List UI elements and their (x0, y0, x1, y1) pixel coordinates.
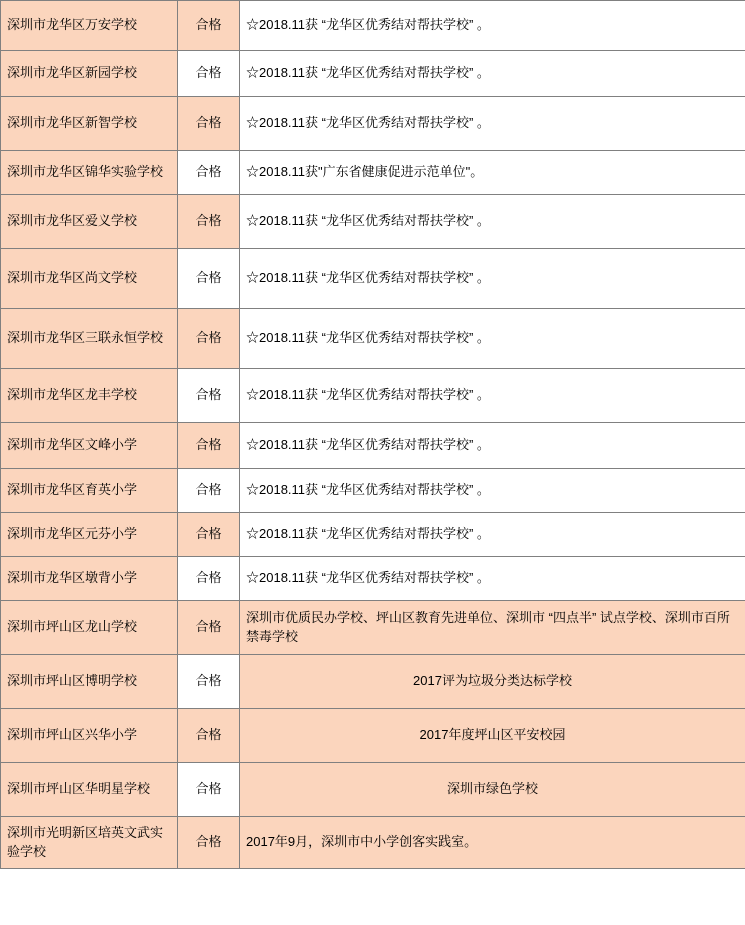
table-row (1, 469, 745, 513)
remark-cell: ☆2018.11获 “龙华区优秀结对帮扶学校” 。 (240, 1, 745, 51)
status-badge: 合格 (178, 151, 240, 195)
school-name-cell: 深圳市龙华区尚文学校 (1, 249, 178, 309)
status-badge: 合格 (178, 97, 240, 151)
school-name-cell: 深圳市龙华区育英小学 (1, 469, 178, 513)
status-badge: 合格 (178, 369, 240, 423)
status-badge: 合格 (178, 513, 240, 557)
remark-cell: ☆2018.11获"广东省健康促进示范单位"。 (240, 151, 745, 195)
school-name-cell: 深圳市龙华区锦华实验学校 (1, 151, 178, 195)
table-row (1, 557, 745, 601)
remark-cell: ☆2018.11获 “龙华区优秀结对帮扶学校” 。 (240, 423, 745, 469)
table-row (1, 1, 745, 51)
school-name-cell: 深圳市坪山区龙山学校 (1, 601, 178, 655)
school-name-cell: 深圳市龙华区新智学校 (1, 97, 178, 151)
remark-cell: 深圳市绿色学校 (240, 763, 745, 817)
remark-cell: 2017评为垃圾分类达标学校 (240, 655, 745, 709)
school-name-cell: 深圳市龙华区爱义学校 (1, 195, 178, 249)
remark-cell: ☆2018.11获 “龙华区优秀结对帮扶学校” 。 (240, 369, 745, 423)
table-row (1, 601, 745, 655)
school-name-cell: 深圳市光明新区培英文武实验学校 (1, 817, 178, 869)
school-name-cell: 深圳市龙华区龙丰学校 (1, 369, 178, 423)
remark-cell: 深圳市优质民办学校、坪山区教育先进单位、深圳市 “四点半” 试点学校、深圳市百所禁毒学校 (240, 601, 745, 655)
status-badge: 合格 (178, 655, 240, 709)
remark-cell: ☆2018.11获 “龙华区优秀结对帮扶学校” 。 (240, 51, 745, 97)
remark-cell: ☆2018.11获 “龙华区优秀结对帮扶学校” 。 (240, 557, 745, 601)
status-badge: 合格 (178, 763, 240, 817)
table-row (1, 423, 745, 469)
school-name-cell: 深圳市坪山区兴华小学 (1, 709, 178, 763)
remark-cell: ☆2018.11获 “龙华区优秀结对帮扶学校” 。 (240, 309, 745, 369)
school-name-cell: 深圳市龙华区新园学校 (1, 51, 178, 97)
status-badge: 合格 (178, 249, 240, 309)
status-badge: 合格 (178, 195, 240, 249)
table-row (1, 655, 745, 709)
table-row (1, 309, 745, 369)
remark-cell: 2017年9月，深圳市中小学创客实践室。 (240, 817, 745, 869)
status-badge: 合格 (178, 601, 240, 655)
table-body (1, 1, 745, 869)
table-row (1, 369, 745, 423)
status-badge: 合格 (178, 423, 240, 469)
remark-cell: ☆2018.11获 “龙华区优秀结对帮扶学校” 。 (240, 195, 745, 249)
table-row (1, 51, 745, 97)
school-name-cell: 深圳市龙华区墩背小学 (1, 557, 178, 601)
table-row (1, 195, 745, 249)
table-row (1, 763, 745, 817)
remark-cell: ☆2018.11获 “龙华区优秀结对帮扶学校” 。 (240, 249, 745, 309)
status-badge: 合格 (178, 817, 240, 869)
table-row (1, 817, 745, 869)
table-row (1, 151, 745, 195)
table-row (1, 709, 745, 763)
status-badge: 合格 (178, 557, 240, 601)
status-badge: 合格 (178, 469, 240, 513)
school-name-cell: 深圳市龙华区三联永恒学校 (1, 309, 178, 369)
school-name-cell: 深圳市龙华区文峰小学 (1, 423, 178, 469)
remark-cell: ☆2018.11获 “龙华区优秀结对帮扶学校” 。 (240, 513, 745, 557)
school-name-cell: 深圳市龙华区元芬小学 (1, 513, 178, 557)
status-badge: 合格 (178, 709, 240, 763)
school-name-cell: 深圳市坪山区华明星学校 (1, 763, 178, 817)
table-row (1, 249, 745, 309)
status-badge: 合格 (178, 1, 240, 51)
table-row (1, 513, 745, 557)
remark-cell: ☆2018.11获 “龙华区优秀结对帮扶学校” 。 (240, 97, 745, 151)
status-badge: 合格 (178, 51, 240, 97)
remark-cell: 2017年度坪山区平安校园 (240, 709, 745, 763)
school-name-cell: 深圳市坪山区博明学校 (1, 655, 178, 709)
remark-cell: ☆2018.11获 “龙华区优秀结对帮扶学校” 。 (240, 469, 745, 513)
status-badge: 合格 (178, 309, 240, 369)
table-row (1, 97, 745, 151)
school-name-cell: 深圳市龙华区万安学校 (1, 1, 178, 51)
